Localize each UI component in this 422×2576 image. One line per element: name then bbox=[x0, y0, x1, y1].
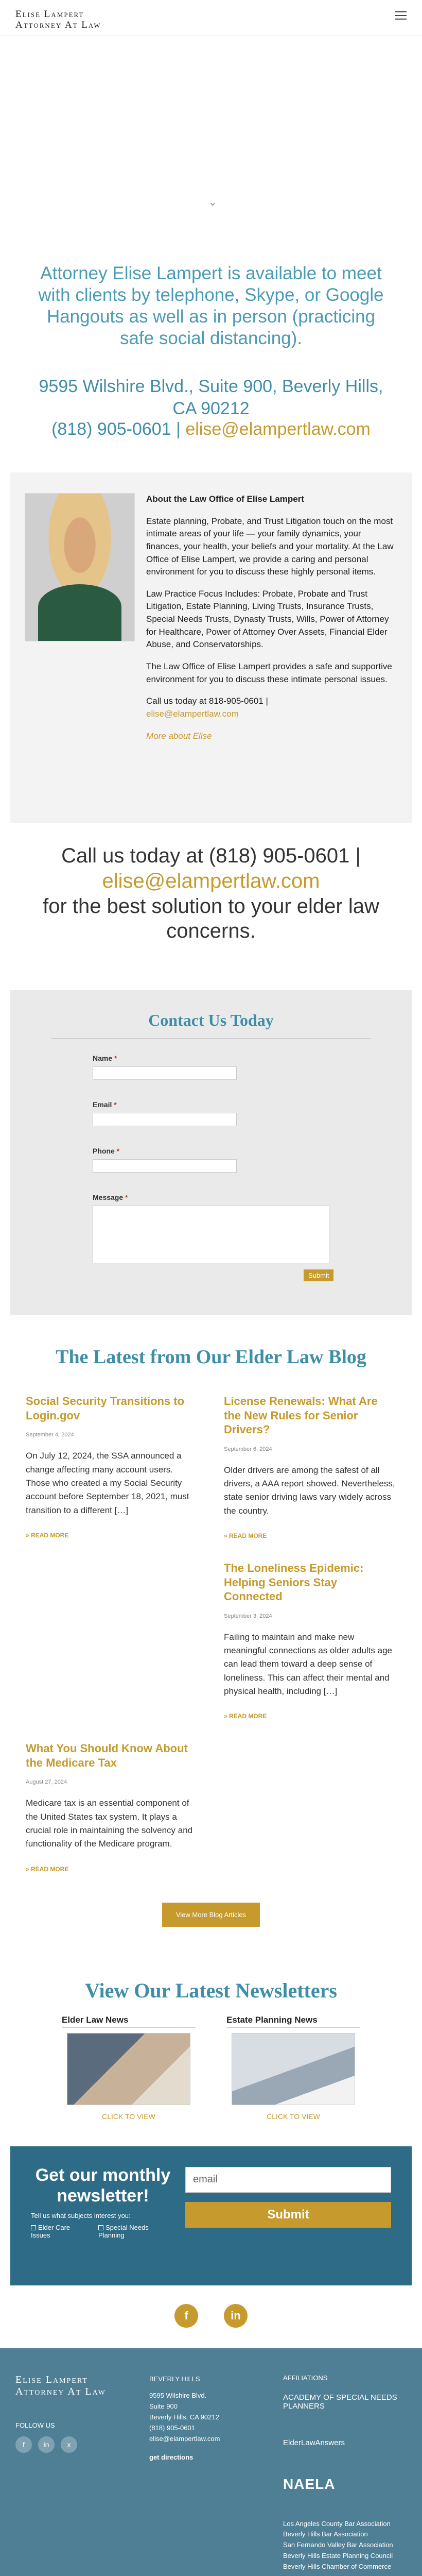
phone-label: Phone * bbox=[93, 1147, 120, 1156]
separator: | bbox=[171, 419, 186, 439]
newsletters-title: View Our Latest Newsletters bbox=[85, 1978, 337, 2002]
read-more-link[interactable]: » READ MORE bbox=[224, 1532, 267, 1540]
x-icon[interactable]: x bbox=[61, 2436, 77, 2453]
office-address: 9595 Wilshire Blvd., Suite 900, Beverly Hills, CA 90212 bbox=[39, 377, 383, 418]
cta-tagline: for the best solution to your elder law concerns. bbox=[43, 894, 379, 943]
email-link[interactable]: elise@elampertlaw.com bbox=[185, 419, 371, 439]
special-needs-checkbox[interactable]: Special Needs Planning bbox=[98, 2224, 149, 2240]
post-title-link[interactable]: The Loneliness Epidemic: Helping Seniors Stay Connected bbox=[224, 1562, 364, 1603]
hamburger-icon[interactable] bbox=[395, 11, 407, 20]
name-label: Name * bbox=[93, 1054, 117, 1063]
read-more-link[interactable]: » READ MORE bbox=[26, 1531, 69, 1539]
newsletter-view-link[interactable]: CLICK TO VIEW bbox=[267, 2112, 320, 2121]
contact-submit-button[interactable]: Submit bbox=[304, 1269, 333, 1281]
about-paragraph: Estate planning, Probate, and Trust Litigation touch on the most intimate areas of your life — your family dynamics, your finances, your health, your beliefs and your mortality. At the Law Office of Elise Lampert, we provide a caring and personal environment for you to discuss these highly personal items. bbox=[146, 516, 394, 577]
footer-address: 9595 Wilshire Blvd. Suite 900 Beverly Hills, CA 90212 (818) 905-0601 elise@elampertlaw.com bbox=[149, 2392, 220, 2443]
read-more-link[interactable]: » READ MORE bbox=[26, 1865, 69, 1873]
blog-post bbox=[224, 1394, 396, 1540]
linkedin-icon[interactable]: in bbox=[224, 2304, 248, 2328]
newsletter-heading: Estate Planning News bbox=[226, 2015, 360, 2028]
phone-link[interactable]: (818) 905-0601 bbox=[51, 419, 171, 439]
linkedin-icon[interactable]: in bbox=[38, 2436, 55, 2453]
view-more-articles-button[interactable]: View More Blog Articles bbox=[162, 1903, 260, 1927]
name-field[interactable] bbox=[93, 1066, 237, 1080]
call-cta bbox=[0, 823, 422, 970]
special-needs-planners-logo: ACADEMY OF SPECIAL NEEDS PLANNERS bbox=[283, 2393, 397, 2411]
message-field[interactable] bbox=[93, 1206, 329, 1263]
contact-title: Contact Us Today bbox=[148, 1011, 274, 1030]
newsletter-view-link[interactable]: CLICK TO VIEW bbox=[102, 2112, 155, 2121]
post-title-link[interactable]: What You Should Know About the Medicare Tax bbox=[26, 1742, 188, 1769]
post-date: September 3, 2024 bbox=[224, 1613, 272, 1619]
loading-icon: ⌄ bbox=[208, 197, 217, 208]
more-about-link[interactable]: More about Elise bbox=[146, 731, 212, 741]
post-date: September 4, 2024 bbox=[26, 1432, 74, 1438]
elder-care-checkbox[interactable]: Elder Care Issues bbox=[31, 2224, 71, 2240]
cta-email-link[interactable]: elise@elampertlaw.com bbox=[102, 869, 320, 892]
newsletter-card bbox=[226, 2015, 360, 2121]
naela-logo: NAELA bbox=[283, 2476, 336, 2492]
affiliations-heading: AFFILIATIONS bbox=[283, 2374, 328, 2382]
logo-name: Elise Lampert bbox=[15, 9, 84, 20]
message-label: Message * bbox=[93, 1193, 128, 1202]
logo-title: Attorney At Law bbox=[15, 19, 101, 30]
post-date: September 6, 2024 bbox=[224, 1446, 272, 1452]
cta-phone: Call us today at (818) 905-0601 | bbox=[61, 844, 361, 867]
facebook-icon[interactable]: f bbox=[174, 2304, 198, 2328]
about-paragraph: The Law Office of Elise Lampert provides a safe and supportive environment for you to discuss these intimate personal issues. bbox=[146, 662, 392, 684]
blog-title: The Latest from Our Elder Law Blog bbox=[56, 1346, 366, 1368]
about-focus: Law Practice Focus Includes: Probate, Probate and Trust Litigation, Estate Planning, Living Trusts, Insurance Trusts, Special Needs Trusts, Dynasty Trusts, Wills, Power of Attorney for Healthcare, Power of Attorney Over Assets, Financial Elder Abuse, and Conservatorships. bbox=[146, 588, 389, 650]
newsletter-thumbnail[interactable] bbox=[232, 2033, 355, 2105]
elder-law-answers-logo: ElderLawAnswers bbox=[283, 2438, 345, 2448]
blog-post bbox=[26, 1741, 198, 1873]
signup-title: Get our monthly newsletter! bbox=[35, 2165, 171, 2206]
post-excerpt: On July 12, 2024, the SSA announced a change affecting many account users. Those who created a my Social Security account before September 18, 2021, must transition to a different […] bbox=[26, 1451, 189, 1515]
follow-label: FOLLOW US bbox=[15, 2421, 55, 2429]
about-section bbox=[10, 472, 412, 823]
facebook-icon[interactable]: f bbox=[15, 2436, 32, 2453]
about-call bbox=[146, 695, 397, 720]
post-date: August 27, 2024 bbox=[26, 1779, 67, 1786]
newsletter-heading: Elder Law News bbox=[62, 2015, 196, 2028]
contact-form bbox=[10, 990, 412, 1315]
newsletters-section bbox=[0, 1947, 422, 2136]
location-heading: BEVERLY HILLS bbox=[149, 2375, 200, 2383]
attorney-photo bbox=[25, 493, 135, 641]
post-title-link[interactable]: Social Security Transitions to Login.gov bbox=[26, 1395, 185, 1422]
site-footer bbox=[0, 2348, 422, 2576]
post-title-link[interactable]: License Renewals: What Are the New Rules for Senior Drivers? bbox=[224, 1395, 378, 1436]
signup-submit-button[interactable]: Submit bbox=[185, 2202, 391, 2228]
blog-post bbox=[26, 1394, 198, 1540]
read-more-link[interactable]: » READ MORE bbox=[224, 1713, 267, 1720]
divider bbox=[51, 1038, 371, 1039]
signup-prompt: Tell us what subjects interest you: bbox=[31, 2212, 131, 2220]
about-title: About the Law Office of Elise Lampert bbox=[146, 494, 304, 504]
footer-logo[interactable]: Elise Lampert Attorney At Law bbox=[15, 2374, 106, 2397]
blog-section bbox=[0, 1315, 422, 1947]
hero-banner bbox=[0, 36, 422, 258]
intro-section bbox=[0, 258, 422, 450]
get-directions-link[interactable]: get directions bbox=[149, 2453, 194, 2462]
availability-text: Attorney Elise Lampert is available to meet with clients by telephone, Skype, or Google Hangouts as well as in person (practicing safe social distancing). bbox=[38, 263, 384, 348]
newsletter-thumbnail[interactable] bbox=[67, 2033, 190, 2105]
site-header bbox=[0, 0, 422, 36]
email-label: Email * bbox=[93, 1100, 117, 1109]
post-excerpt: Failing to maintain and make new meaningful connections as older adults age can lead them toward a deep sense of loneliness. This can affect their mental and physical health, including […] bbox=[224, 1632, 392, 1696]
phone-field[interactable] bbox=[93, 1159, 237, 1173]
post-excerpt: Older drivers are among the safest of all drivers, a AAA report showed. Nevertheless, state senior driving laws vary widely across the country. bbox=[224, 1465, 395, 1516]
email-field[interactable] bbox=[93, 1113, 237, 1126]
newsletter-signup bbox=[10, 2146, 412, 2285]
affiliations-list: Los Angeles County Bar Association Beverly Hills Bar Association San Fernando Valley Bar Association Beverly Hills Estate Planning Council Beverly Hills Chamber of Commerce bbox=[283, 2519, 393, 2570]
signup-email-input[interactable]: email bbox=[185, 2167, 391, 2193]
about-email-link[interactable]: elise@elampertlaw.com bbox=[146, 708, 239, 719]
social-links bbox=[0, 2285, 422, 2348]
newsletter-card bbox=[62, 2015, 196, 2121]
about-call-text: Call us today at 818-905-0601 | bbox=[146, 696, 268, 706]
blog-post bbox=[224, 1561, 396, 1721]
post-excerpt: Medicare tax is an essential component of the United States tax system. It plays a crucial role in maintaining the solvency and functionality of the Medicare program. bbox=[26, 1798, 193, 1849]
site-logo[interactable] bbox=[15, 9, 101, 31]
contact-line bbox=[31, 419, 391, 439]
